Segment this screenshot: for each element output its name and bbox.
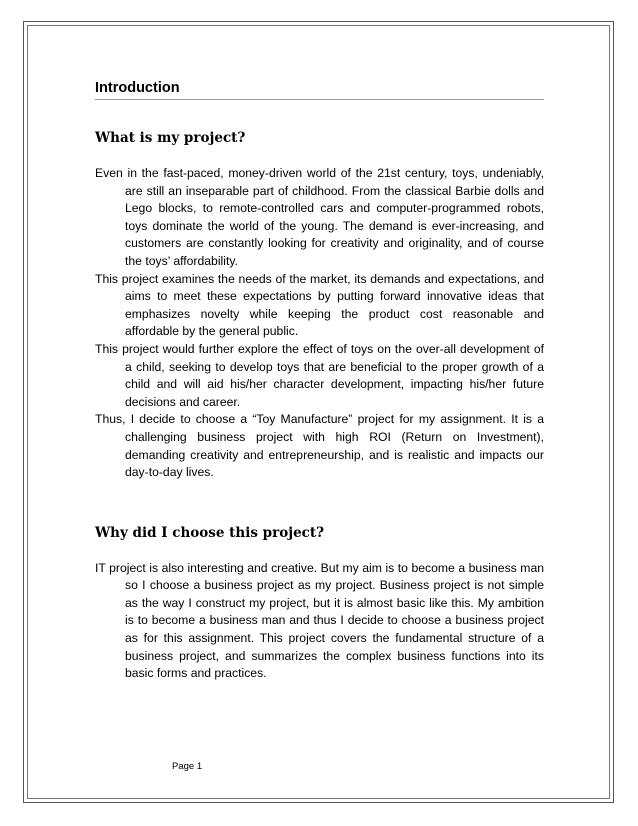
paragraph: Even in the fast-paced, money-driven world of the 21st century, toys, undeniably, are still an inseparable part of childhood. From the classical Barbie dolls and Lego blocks, to remote-controlled cars and computer-programmed robots, toys dominate the world of the young. The demand is ever-increasing, and customers are constantly looking for creativity and originality, and of course the toys’ affordability. <box>95 166 544 268</box>
section-body-why <box>95 560 544 683</box>
section-heading-what: What is my project? <box>95 130 246 146</box>
paragraph: This project would further explore the effect of toys on the over-all development of a child, seeking to develop toys that are beneficial to the proper growth of a child and will aid his/her character development, impacting his/her future decisions and career. <box>95 341 544 409</box>
document-title: Introduction <box>95 78 544 100</box>
paragraph: This project examines the needs of the market, its demands and expectations, and aims to meet these expectations by putting forward innovative ideas that emphasizes novelty while keeping the product cost reasonable and affordable by the general public. <box>95 271 544 339</box>
page-content <box>95 78 544 683</box>
paragraph: IT project is also interesting and creative. But my aim is to become a business man so I choose a business project as my project. Business project is not simple as the way I construct my project, but it is almost basic like this. My ambition is to become a business man and thus I decide to choose a business project as for this assignment. This project covers the fundamental structure of a business project, and summarizes the complex business functions into its basic forms and practices. <box>95 560 544 681</box>
section-body-what <box>95 165 544 482</box>
section-heading-why: Why did I choose this project? <box>95 524 325 541</box>
page-number: Page 1 <box>172 761 203 772</box>
paragraph: Thus, I decide to choose a “Toy Manufacture” project for my assignment. It is a challenging business project with high ROI (Return on Investment), demanding creativity and entrepreneurship, and is realistic and impacts our day-to-day lives. <box>95 412 544 480</box>
